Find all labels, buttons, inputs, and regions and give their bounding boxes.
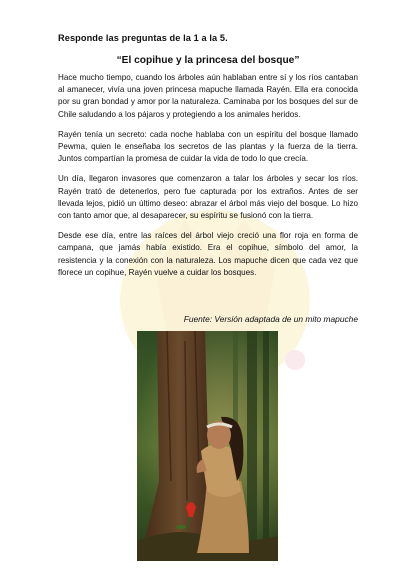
- princess-hugging-tree-illustration: [137, 331, 278, 561]
- story-paragraph: Hace mucho tiempo, cuando los árboles aún hablaban entre sí y los ríos cantaban al amanecer, vivía una joven princesa mapuche llamada Rayén. Ella era conocida por su gran bondad y amor por la naturaleza. Caminaba por los bosques del sur de Chile saludando a los pájaros y protegiendo a los animales heridos.: [58, 73, 358, 119]
- watermark-dot: [285, 350, 305, 370]
- background-tree: [263, 331, 269, 561]
- story-paragraph: Un día, llegaron invasores que comenzaron a talar los árboles y secar los ríos. Rayén trató de detenerlos, pero fue capturada por los extraños. Antes de ser llevada lejos, pidió un último deseo: abrazar el árbol más viejo del bosque. Lo hizo con tanto amor que, al desaparecer, su espíritu se fusionó con la tierra.: [58, 174, 358, 221]
- story-paragraph: Rayén tenía un secreto: cada noche hablaba con un espíritu del bosque llamado Pewma, quien le enseñaba los secretos de las plantas y la fuerza de la tierra. Juntos compartían la promesa de cuidar la vida de todo lo que crecía.: [58, 129, 358, 164]
- story-title: “El copihue y la princesa del bosque”: [116, 55, 300, 66]
- instruction-text: Responde las preguntas de la 1 a la 5.: [58, 33, 228, 43]
- background-tree: [247, 331, 257, 561]
- source-citation: Fuente: Versión adaptada de un mito mapuche: [183, 314, 358, 324]
- copihue-leaf: [176, 525, 186, 529]
- story-paragraph: Desde ese día, entre las raíces del árbol viejo creció una flor roja en forma de campana, que jamás había existido. Era el copihue, símbolo del amor, la resistencia y la conexión con la naturaleza. Los mapuche dicen que cada vez que florece un copihue, Rayén vuelve a cuidar los bosques.: [58, 231, 358, 277]
- story-body: [58, 72, 358, 287]
